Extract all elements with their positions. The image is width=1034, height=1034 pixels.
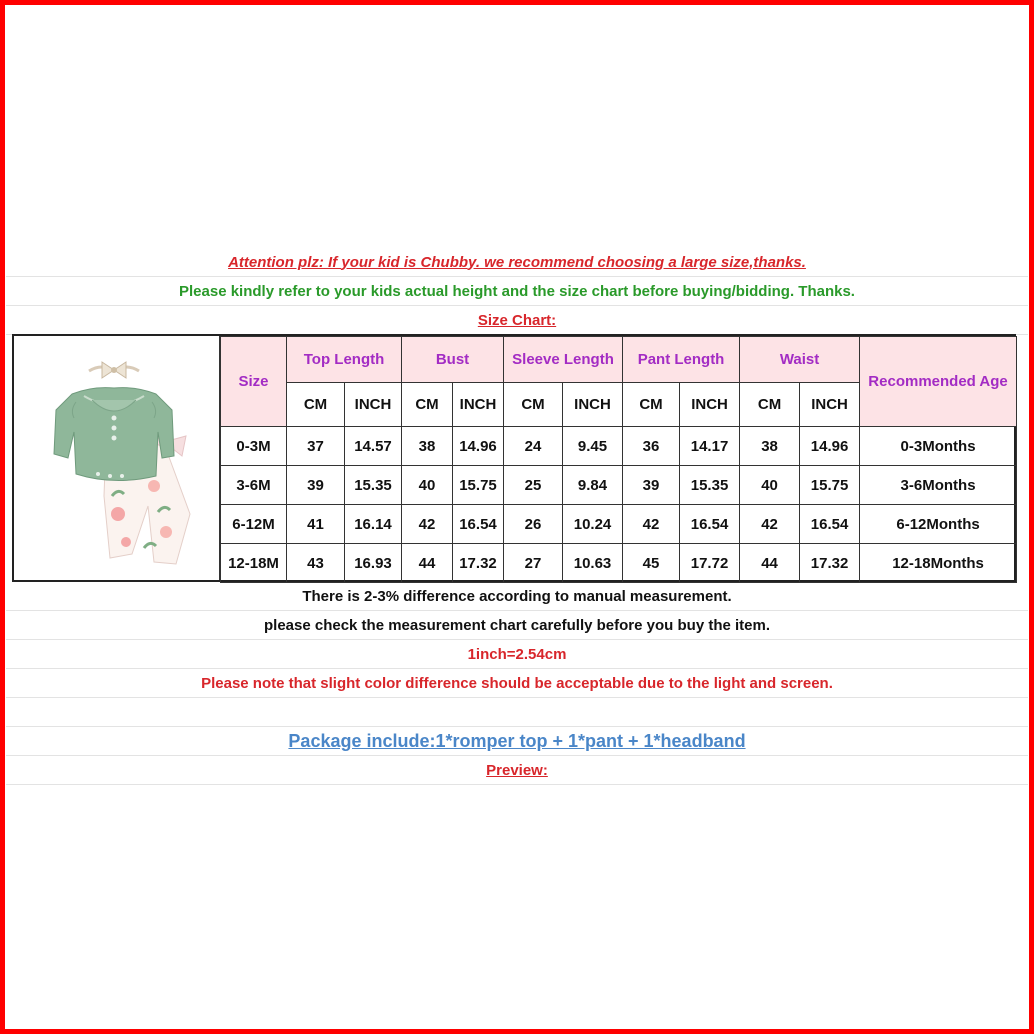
- measurement-cell: 36: [623, 427, 680, 466]
- measurement-cell: 16.54: [680, 505, 740, 544]
- unit-inch: INCH: [563, 383, 623, 427]
- conversion-note: 1inch=2.54cm: [6, 640, 1028, 669]
- unit-inch: INCH: [800, 383, 860, 427]
- measurement-cell: 10.24: [563, 505, 623, 544]
- measurement-cell: 17.32: [800, 544, 860, 583]
- measurement-cell: 15.35: [680, 466, 740, 505]
- measurement-cell: 40: [402, 466, 453, 505]
- measurement-cell: 16.54: [800, 505, 860, 544]
- size-chart-table: [12, 334, 1016, 582]
- age-cell: 0-3Months: [860, 427, 1017, 466]
- unit-cm: CM: [504, 383, 563, 427]
- measurement-cell: 16.93: [345, 544, 402, 583]
- table-row: [221, 466, 1017, 505]
- measurement-cell: 15.75: [453, 466, 504, 505]
- measurement-cell: 26: [504, 505, 563, 544]
- check-note: please check the measurement chart carefully before you buy the item.: [6, 611, 1028, 640]
- age-cell: 3-6Months: [860, 466, 1017, 505]
- measurement-cell: 45: [623, 544, 680, 583]
- attention-note: Attention plz: If your kid is Chubby. we recommend choosing a large size,thanks.: [6, 248, 1028, 277]
- measurement-cell: 17.72: [680, 544, 740, 583]
- package-include: Package include:1*romper top + 1*pant + 1*headband: [6, 727, 1028, 756]
- measurement-cell: 14.57: [345, 427, 402, 466]
- top-length-header: Top Length: [287, 337, 402, 383]
- size-chart-title: Size Chart:: [6, 306, 1028, 335]
- measurement-cell: 14.96: [453, 427, 504, 466]
- measurement-cell: 15.75: [800, 466, 860, 505]
- measurement-cell: 9.45: [563, 427, 623, 466]
- size-cell: 6-12M: [221, 505, 287, 544]
- measurement-cell: 44: [402, 544, 453, 583]
- measurement-cell: 24: [504, 427, 563, 466]
- waist-header: Waist: [740, 337, 860, 383]
- difference-note: There is 2-3% difference according to manual measurement.: [6, 582, 1028, 611]
- unit-cm: CM: [402, 383, 453, 427]
- measurement-cell: 40: [740, 466, 800, 505]
- pant-length-header: Pant Length: [623, 337, 740, 383]
- measurement-cell: 9.84: [563, 466, 623, 505]
- size-cell: 0-3M: [221, 427, 287, 466]
- unit-cm: CM: [623, 383, 680, 427]
- measurement-cell: 15.35: [345, 466, 402, 505]
- age-cell: 12-18Months: [860, 544, 1017, 583]
- size-cell: 12-18M: [221, 544, 287, 583]
- unit-inch: INCH: [345, 383, 402, 427]
- refer-note: Please kindly refer to your kids actual height and the size chart before buying/bidding. Thanks.: [6, 277, 1028, 306]
- header-row: [221, 337, 1017, 383]
- size-header: Size: [221, 337, 287, 427]
- measurement-cell: 39: [623, 466, 680, 505]
- measurement-cell: 25: [504, 466, 563, 505]
- size-cell: 3-6M: [221, 466, 287, 505]
- table-row: [221, 427, 1017, 466]
- bust-header: Bust: [402, 337, 504, 383]
- measurement-cell: 38: [402, 427, 453, 466]
- measurement-cell: 14.96: [800, 427, 860, 466]
- measurement-cell: 44: [740, 544, 800, 583]
- measurement-cell: 10.63: [563, 544, 623, 583]
- table-row: [221, 544, 1017, 583]
- baby-outfit-illustration: [14, 336, 218, 580]
- measurement-cell: 41: [287, 505, 345, 544]
- measurement-cell: 42: [623, 505, 680, 544]
- size-table: [220, 336, 1017, 583]
- sleeve-length-header: Sleeve Length: [504, 337, 623, 383]
- unit-cm: CM: [287, 383, 345, 427]
- recommended-age-header: Recommended Age: [860, 337, 1017, 427]
- measurement-cell: 17.32: [453, 544, 504, 583]
- table-row: [221, 505, 1017, 544]
- spacer-line: [6, 698, 1028, 727]
- measurement-cell: 42: [740, 505, 800, 544]
- measurement-cell: 14.17: [680, 427, 740, 466]
- product-image: [14, 336, 220, 580]
- unit-inch: INCH: [680, 383, 740, 427]
- color-difference-note: Please note that slight color difference should be acceptable due to the light and screen.: [6, 669, 1028, 698]
- measurement-cell: 39: [287, 466, 345, 505]
- measurement-cell: 16.54: [453, 505, 504, 544]
- unit-inch: INCH: [453, 383, 504, 427]
- preview-label: Preview:: [6, 756, 1028, 785]
- measurement-cell: 38: [740, 427, 800, 466]
- measurement-cell: 42: [402, 505, 453, 544]
- measurement-cell: 16.14: [345, 505, 402, 544]
- measurement-cell: 37: [287, 427, 345, 466]
- unit-cm: CM: [740, 383, 800, 427]
- age-cell: 6-12Months: [860, 505, 1017, 544]
- measurement-cell: 27: [504, 544, 563, 583]
- measurement-cell: 43: [287, 544, 345, 583]
